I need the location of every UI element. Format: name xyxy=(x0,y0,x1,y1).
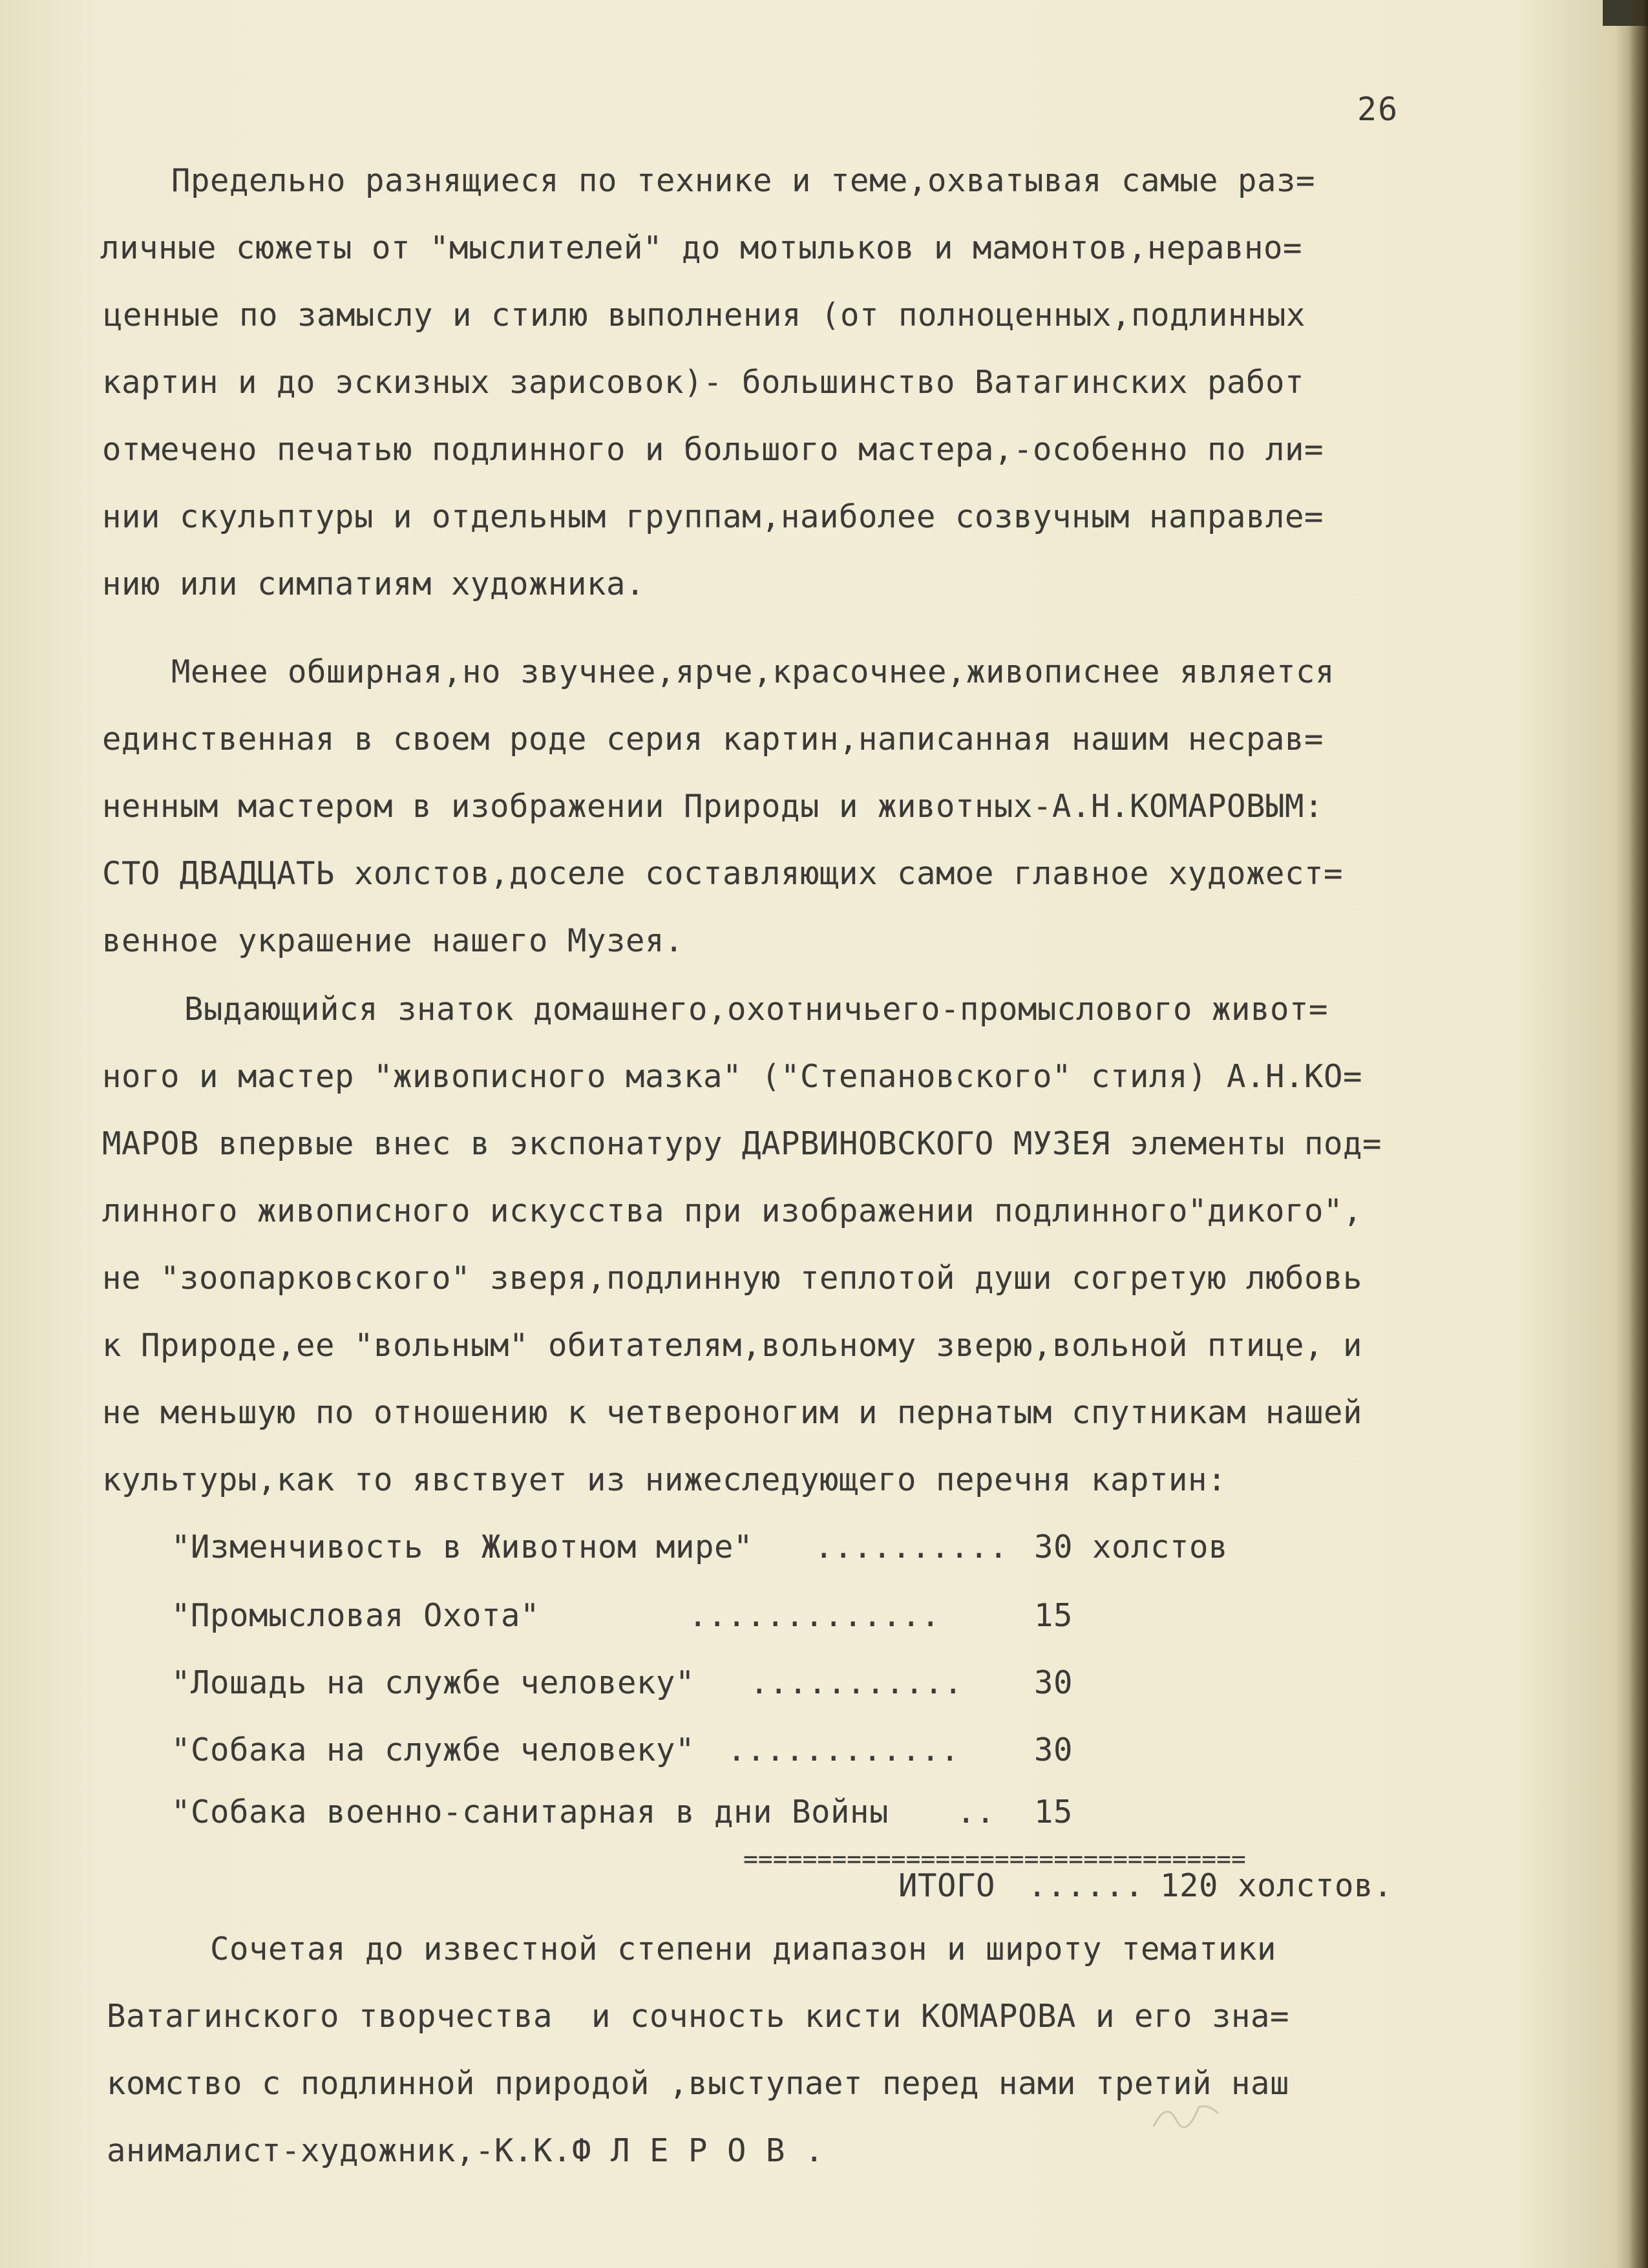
paragraph-3-line-2: ного и мастер "живописного мазка" ("Степановского" стиля) А.Н.КО= xyxy=(102,1058,1363,1095)
total-value: 120 холстов. xyxy=(1160,1867,1393,1904)
painting-leader-dots: ............ xyxy=(727,1732,960,1768)
paragraph-4-line-3: комство с подлинной природой ,выступает перед нами третий наш xyxy=(107,2065,1290,2102)
paragraph-1-line-5: отмечено печатью подлинного и большого мастера,-особенно по ли= xyxy=(102,431,1324,468)
total-rule: ================================== xyxy=(743,1845,1246,1873)
painting-leader-dots: .. xyxy=(956,1794,996,1830)
paragraph-1-line-4: картин и до эскизных зарисовок)- большинство Ватагинских работ xyxy=(102,364,1305,401)
paragraph-3-line-1: Выдающийся знаток домашнего,охотничьего-промыслового живот= xyxy=(184,991,1329,1028)
paragraph-2-line-5: венное украшение нашего Музея. xyxy=(102,922,684,959)
painting-title: "Промысловая Охота" xyxy=(171,1597,540,1634)
paragraph-3-line-3: МАРОВ впервые внес в экспонатуру ДАРВИНОВСКОГО МУЗЕЯ элементы под= xyxy=(102,1125,1382,1162)
paragraph-1-line-6: нии скульптуры и отдельным группам,наиболее созвучным направле= xyxy=(102,498,1324,535)
total-label: ИТОГО xyxy=(898,1867,996,1904)
painting-count: 30 холстов xyxy=(1034,1529,1229,1565)
painting-title: "Собака военно-санитарная в дни Войны xyxy=(171,1794,889,1830)
paragraph-3-line-5: не "зоопарковского" зверя,подлинную теплотой души согретую любовь xyxy=(102,1260,1363,1297)
paragraph-2-line-2: единственная в своем роде серия картин,написанная нашим несрав= xyxy=(102,721,1324,758)
paragraph-3-line-7: не меньшую по отношению к четвероногим и пернатым спутникам нашей xyxy=(102,1394,1363,1431)
total-leader-dots: ...... xyxy=(1028,1867,1145,1904)
painting-leader-dots: .......... xyxy=(814,1529,1009,1565)
paragraph-4-line-1: Сочетая до известной степени диапазон и широту тематики xyxy=(210,1931,1277,1967)
page-number: 26 xyxy=(1357,90,1399,128)
painting-count: 15 xyxy=(1034,1794,1073,1830)
painting-count: 15 xyxy=(1034,1597,1073,1634)
paragraph-3-line-8: культуры,как то явствует из нижеследующего перечня картин: xyxy=(102,1461,1227,1498)
paragraph-4-line-4: анималист-художник,-К.К.Ф Л Е Р О В . xyxy=(107,2132,825,2169)
painting-leader-dots: ........... xyxy=(750,1664,964,1701)
paragraph-2-line-1: Менее обширная,но звучнее,ярче,красочнее,живописнее является xyxy=(171,653,1335,690)
painting-count: 30 xyxy=(1034,1732,1073,1768)
painting-title: "Изменчивость в Животном мире" xyxy=(171,1529,754,1565)
painting-count: 30 xyxy=(1034,1664,1073,1701)
painting-title: "Собака на службе человеку" xyxy=(171,1732,695,1768)
paragraph-2-line-4: СТО ДВАДЦАТЬ холстов,доселе составляющих самое главное художест= xyxy=(102,855,1344,892)
paragraph-2-line-3: ненным мастером в изображении Природы и животных-А.Н.КОМАРОВЫМ: xyxy=(102,788,1324,825)
painting-leader-dots: ............. xyxy=(688,1597,941,1634)
paragraph-1-line-3: ценные по замыслу и стилю выполнения (от полноценных,подлинных xyxy=(103,297,1306,334)
paragraph-3-line-6: к Природе,ее "вольным" обитателям,вольному зверю,вольной птице, и xyxy=(102,1327,1363,1364)
pencil-scribble-icon xyxy=(1150,2094,1221,2133)
paragraph-1-line-1: Предельно разнящиеся по технике и теме,охватывая самые раз= xyxy=(171,162,1316,199)
painting-title: "Лошадь на службе человеку" xyxy=(171,1664,695,1701)
paragraph-1-line-2: личные сюжеты от "мыслителей" до мотыльков и мамонтов,неравно= xyxy=(100,229,1303,266)
paragraph-1-line-7: нию или симпатиям художника. xyxy=(102,566,646,602)
paragraph-3-line-4: линного живописного искусства при изображении подлинного"дикого", xyxy=(102,1192,1363,1229)
paragraph-4-line-2: Ватагинского творчества и сочность кисти КОМАРОВА и его зна= xyxy=(107,1998,1290,2035)
